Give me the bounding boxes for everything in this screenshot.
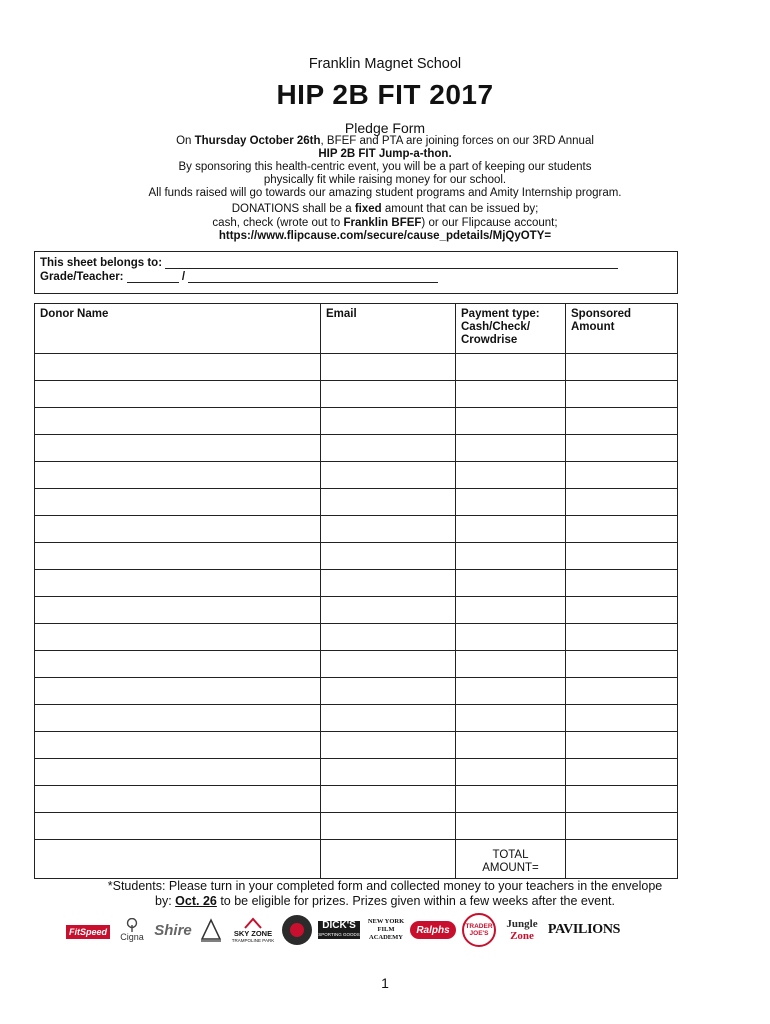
email-cell[interactable] bbox=[321, 786, 456, 813]
intro-line-1: On Thursday October 26th, BFEF and PTA are joining forces on our 3RD Annual bbox=[176, 135, 594, 147]
total-label: TOTAL AMOUNT= bbox=[456, 840, 566, 879]
pledge-row bbox=[35, 678, 678, 705]
belongs-to-row bbox=[40, 257, 618, 269]
donor-name-cell[interactable] bbox=[35, 786, 321, 813]
donor-name-cell[interactable] bbox=[35, 462, 321, 489]
email-cell[interactable] bbox=[321, 597, 456, 624]
email-cell[interactable] bbox=[321, 651, 456, 678]
due-date: Oct. 26 bbox=[175, 894, 217, 908]
grade-teacher-label: Grade/Teacher: bbox=[40, 271, 124, 283]
sponsored-amount-cell[interactable] bbox=[566, 624, 678, 651]
header-donor-name: Donor Name bbox=[35, 304, 321, 354]
donor-name-cell[interactable] bbox=[35, 489, 321, 516]
payment-type-cell[interactable] bbox=[456, 651, 566, 678]
header-email: Email bbox=[321, 304, 456, 354]
donor-name-cell[interactable] bbox=[35, 732, 321, 759]
payment-type-cell[interactable] bbox=[456, 570, 566, 597]
pledge-row bbox=[35, 732, 678, 759]
sponsored-amount-cell[interactable] bbox=[566, 651, 678, 678]
donor-name-cell[interactable] bbox=[35, 705, 321, 732]
donor-name-cell[interactable] bbox=[35, 597, 321, 624]
pledge-row bbox=[35, 624, 678, 651]
payment-type-cell[interactable] bbox=[456, 354, 566, 381]
sponsor-logos bbox=[66, 912, 626, 948]
pledge-row bbox=[35, 786, 678, 813]
sponsored-amount-cell[interactable] bbox=[566, 408, 678, 435]
instructions-line-2: by: Oct. 26 to be eligible for prizes. Prizes given within a few weeks after the event. bbox=[155, 894, 615, 908]
belongs-to-label: This sheet belongs to: bbox=[40, 257, 163, 269]
email-cell[interactable] bbox=[321, 624, 456, 651]
total-row bbox=[35, 840, 678, 879]
sponsor-emblem-logo bbox=[198, 916, 224, 944]
pledge-row bbox=[35, 570, 678, 597]
payment-type-cell[interactable] bbox=[456, 543, 566, 570]
payment-type-cell[interactable] bbox=[456, 678, 566, 705]
donor-name-cell[interactable] bbox=[35, 624, 321, 651]
event-name: HIP 2B FIT Jump-a-thon. bbox=[318, 148, 452, 160]
intro-line-3: By sponsoring this health-centric event, you will be a part of keeping our students bbox=[178, 161, 592, 173]
payment-type-cell[interactable] bbox=[456, 489, 566, 516]
payment-type-cell[interactable] bbox=[456, 435, 566, 462]
student-instructions bbox=[0, 879, 770, 909]
sponsored-amount-cell[interactable] bbox=[566, 435, 678, 462]
donor-name-cell[interactable] bbox=[35, 759, 321, 786]
email-cell[interactable] bbox=[321, 516, 456, 543]
payment-type-cell[interactable] bbox=[456, 732, 566, 759]
pledge-row bbox=[35, 759, 678, 786]
shire-logo: Shire bbox=[154, 921, 192, 939]
email-cell[interactable] bbox=[321, 759, 456, 786]
pledge-row bbox=[35, 543, 678, 570]
email-cell[interactable] bbox=[321, 705, 456, 732]
intro-line-5: All funds raised will go towards our amazing student programs and Amity Internship program. bbox=[148, 187, 622, 199]
pledge-row bbox=[35, 813, 678, 840]
trader-joes-logo: TRADER JOE'S bbox=[462, 913, 496, 947]
sky-zone-logo: SKY ZONE TRAMPOLINE PARK bbox=[230, 914, 276, 946]
pledge-row bbox=[35, 597, 678, 624]
sponsored-amount-cell[interactable] bbox=[566, 570, 678, 597]
sponsored-amount-cell[interactable] bbox=[566, 597, 678, 624]
donations-line-1: DONATIONS shall be a fixed amount that can be issued by; bbox=[231, 203, 539, 215]
payment-type-cell[interactable] bbox=[456, 705, 566, 732]
payment-type-cell[interactable] bbox=[456, 408, 566, 435]
pledge-row bbox=[35, 651, 678, 678]
payment-type-cell[interactable] bbox=[456, 597, 566, 624]
round-logo-center bbox=[290, 923, 304, 937]
grade-teacher-row bbox=[40, 271, 438, 283]
donor-name-cell[interactable] bbox=[35, 570, 321, 597]
sheet-owner-box bbox=[34, 251, 678, 294]
fitspeed-logo: FitSpeed bbox=[66, 925, 110, 939]
total-empty-1 bbox=[35, 840, 321, 879]
nyfa-logo: NEW YORK FILM ACADEMY bbox=[367, 918, 405, 941]
sponsored-amount-cell[interactable] bbox=[566, 516, 678, 543]
pledge-row bbox=[35, 489, 678, 516]
flipcause-link[interactable]: https://www.flipcause.com/secure/cause_pdetails/MjQyOTY= bbox=[218, 230, 552, 242]
donor-name-cell[interactable] bbox=[35, 354, 321, 381]
donor-name-cell[interactable] bbox=[35, 543, 321, 570]
grade-teacher-separator: / bbox=[181, 271, 186, 283]
donor-name-cell[interactable] bbox=[35, 381, 321, 408]
email-cell[interactable] bbox=[321, 813, 456, 840]
donations-line-2: cash, check (wrote out to Franklin BFEF) or our Flipcause account; bbox=[212, 216, 558, 229]
donor-name-cell[interactable] bbox=[35, 435, 321, 462]
email-cell[interactable] bbox=[321, 489, 456, 516]
instructions-line-1: *Students: Please turn in your completed form and collected money to your teachers in the envelope bbox=[107, 879, 663, 893]
pledge-row bbox=[35, 381, 678, 408]
total-empty-2 bbox=[321, 840, 456, 879]
payment-type-cell[interactable] bbox=[456, 462, 566, 489]
grade-field[interactable] bbox=[127, 271, 179, 283]
email-cell[interactable] bbox=[321, 543, 456, 570]
form-subtitle: Pledge Form bbox=[344, 120, 426, 136]
sponsored-amount-cell[interactable] bbox=[566, 381, 678, 408]
cigna-logo: Cigna bbox=[116, 914, 148, 946]
page-number: 1 bbox=[381, 975, 389, 991]
payment-type-cell[interactable] bbox=[456, 624, 566, 651]
header-payment-type: Payment type: Cash/Check/ Crowdrise bbox=[456, 304, 566, 354]
emblem-icon bbox=[199, 917, 223, 943]
email-cell[interactable] bbox=[321, 381, 456, 408]
pledge-row bbox=[35, 705, 678, 732]
donations-paragraph bbox=[0, 203, 770, 244]
payment-type-cell[interactable] bbox=[456, 786, 566, 813]
dicks-logo: DICK'S SPORTING GOODS bbox=[318, 920, 360, 937]
pledge-row bbox=[35, 408, 678, 435]
sponsored-amount-cell[interactable] bbox=[566, 489, 678, 516]
sponsored-amount-cell[interactable] bbox=[566, 732, 678, 759]
sky-zone-icon bbox=[243, 917, 263, 929]
ralphs-logo: Ralphs bbox=[410, 921, 456, 939]
sponsored-amount-cell[interactable] bbox=[566, 705, 678, 732]
teacher-field[interactable] bbox=[188, 271, 438, 283]
payment-type-cell[interactable] bbox=[456, 516, 566, 543]
jungle-zone-logo: Jungle Zone bbox=[506, 918, 538, 942]
sponsored-amount-cell[interactable] bbox=[566, 354, 678, 381]
event-date: Thursday October 26th bbox=[194, 135, 321, 147]
sponsored-amount-cell[interactable] bbox=[566, 786, 678, 813]
donor-name-cell[interactable] bbox=[35, 516, 321, 543]
payment-type-cell[interactable] bbox=[456, 759, 566, 786]
belongs-to-field[interactable] bbox=[165, 257, 618, 269]
pledge-row bbox=[35, 354, 678, 381]
email-cell[interactable] bbox=[321, 462, 456, 489]
school-name: Franklin Magnet School bbox=[308, 56, 462, 72]
pledge-table bbox=[34, 303, 678, 879]
email-cell[interactable] bbox=[321, 408, 456, 435]
pledge-row bbox=[35, 462, 678, 489]
email-cell[interactable] bbox=[321, 435, 456, 462]
payment-type-cell[interactable] bbox=[456, 381, 566, 408]
email-cell[interactable] bbox=[321, 678, 456, 705]
donor-name-cell[interactable] bbox=[35, 813, 321, 840]
page-title: HIP 2B FIT 2017 bbox=[276, 79, 494, 110]
table-header-row bbox=[35, 304, 678, 354]
round-logo bbox=[282, 915, 312, 945]
total-amount-cell[interactable] bbox=[566, 840, 678, 879]
sponsored-amount-cell[interactable] bbox=[566, 759, 678, 786]
intro-paragraph bbox=[0, 135, 770, 200]
payment-type-cell[interactable] bbox=[456, 813, 566, 840]
donor-name-cell[interactable] bbox=[35, 408, 321, 435]
email-cell[interactable] bbox=[321, 732, 456, 759]
donor-name-cell[interactable] bbox=[35, 678, 321, 705]
sponsored-amount-cell[interactable] bbox=[566, 543, 678, 570]
pledge-row bbox=[35, 516, 678, 543]
pavilions-logo: PAVILIONS bbox=[547, 922, 621, 937]
sponsored-amount-cell[interactable] bbox=[566, 813, 678, 840]
sponsored-amount-cell[interactable] bbox=[566, 462, 678, 489]
intro-line-4: physically fit while raising money for our school. bbox=[263, 174, 507, 186]
email-cell[interactable] bbox=[321, 354, 456, 381]
donor-name-cell[interactable] bbox=[35, 651, 321, 678]
sponsored-amount-cell[interactable] bbox=[566, 678, 678, 705]
cigna-tree-icon bbox=[124, 918, 140, 932]
header-sponsored-amount: Sponsored Amount bbox=[566, 304, 678, 354]
email-cell[interactable] bbox=[321, 570, 456, 597]
pledge-row bbox=[35, 435, 678, 462]
